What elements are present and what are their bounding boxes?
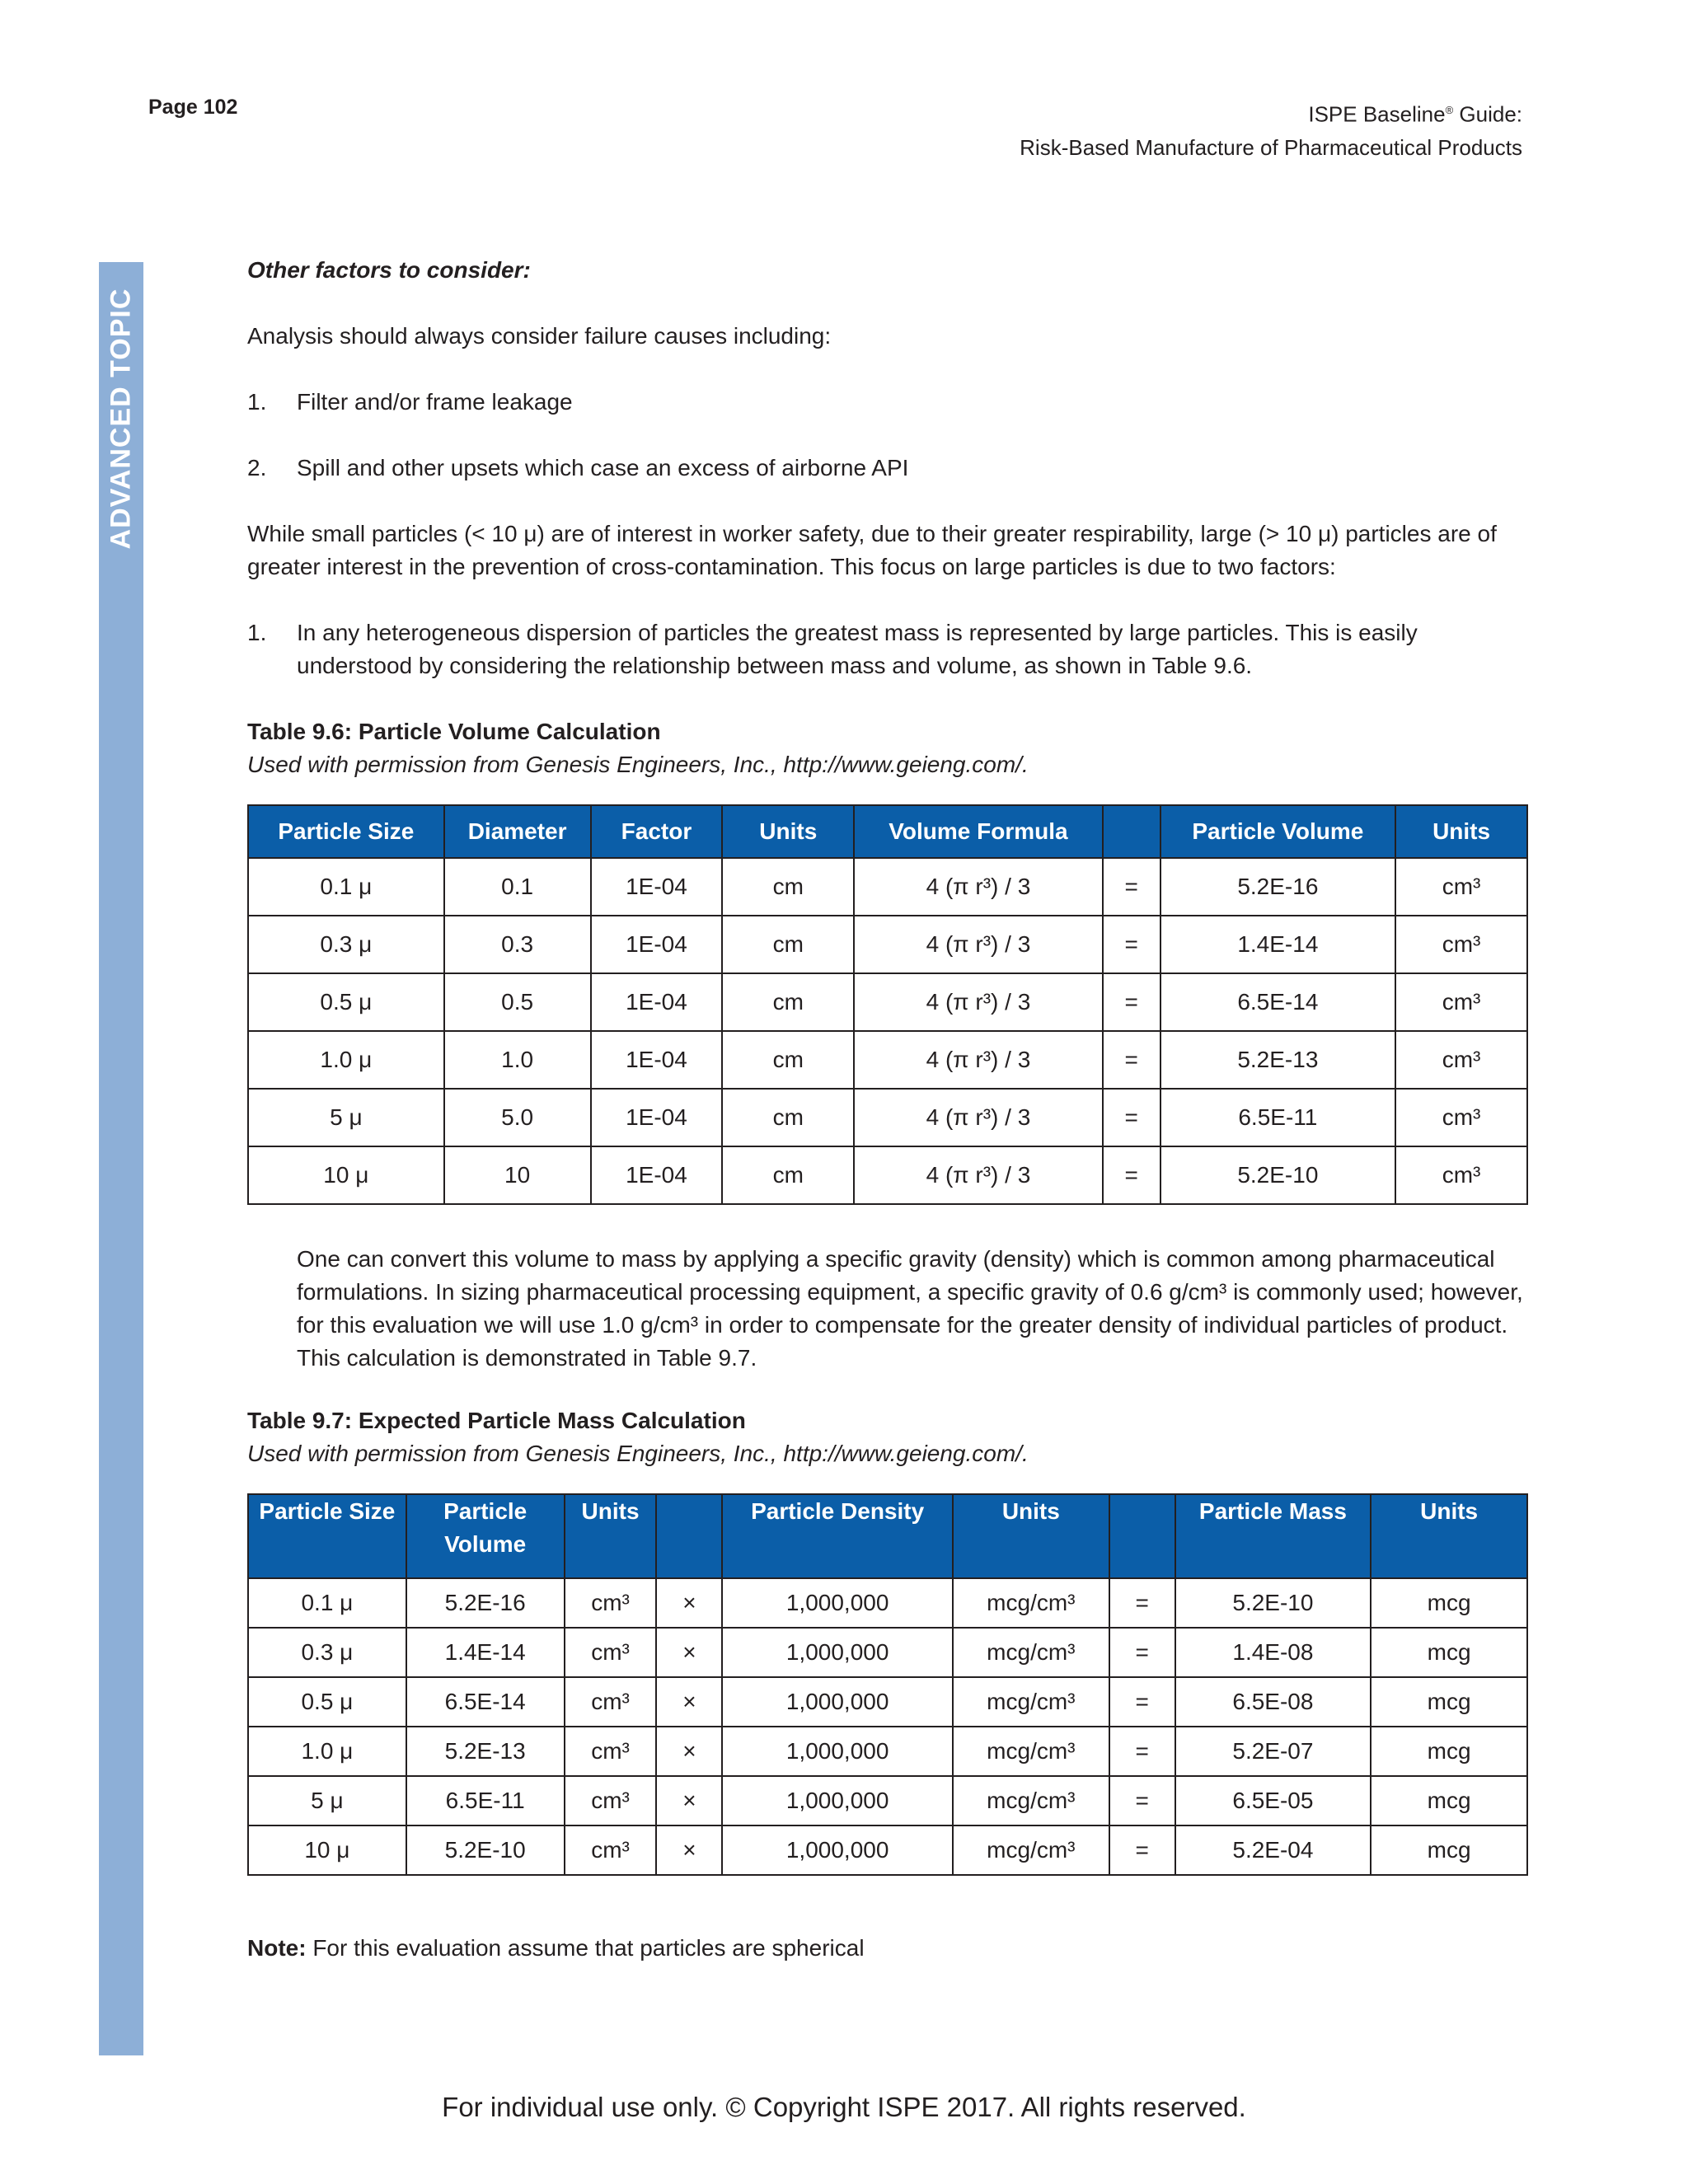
column-header: Units bbox=[1395, 805, 1527, 858]
running-header-line1 bbox=[1020, 94, 1522, 131]
table-row bbox=[248, 1825, 1527, 1875]
table-cell: 0.5 μ bbox=[248, 1677, 406, 1727]
sidebar-band bbox=[99, 262, 143, 2055]
column-header: Units bbox=[1371, 1494, 1527, 1578]
table-cell: 1.4E-14 bbox=[406, 1628, 565, 1677]
table-row bbox=[248, 1089, 1527, 1146]
particles-paragraph: While small particles (< 10 μ) are of interest in worker safety, due to their greater respirability, large (> 10 μ) particles are of greater interest in the prevention of cross-contamination. This focus on large particles is due to two factors: bbox=[247, 521, 1497, 579]
column-header: Units bbox=[953, 1494, 1109, 1578]
table-header-row bbox=[248, 805, 1527, 858]
table-cell: mcg/cm³ bbox=[953, 1628, 1109, 1677]
table-cell: 1,000,000 bbox=[722, 1825, 953, 1875]
table-cell: 1E-04 bbox=[591, 1146, 723, 1204]
column-header: Particle Volume bbox=[406, 1494, 565, 1578]
convert-paragraph: One can convert this volume to mass by applying a specific gravity (density) which is common among pharmaceutical formulations. In sizing pharmaceutical processing equipment, a specific gravity of 0.6 g/cm³ is commonly used; however, for this evaluation we will use 1.0 g/cm³ in order to compensate for the greater density of individual particles of product. This calculation is demonstrated in Table 9.7. bbox=[297, 1246, 1523, 1371]
table-cell: 6.5E-11 bbox=[406, 1776, 565, 1825]
table-cell: 5.2E-10 bbox=[406, 1825, 565, 1875]
table-cell: 1,000,000 bbox=[722, 1776, 953, 1825]
table-cell: 6.5E-05 bbox=[1175, 1776, 1372, 1825]
table-cell: cm³ bbox=[565, 1825, 657, 1875]
table-9-6-credit: Used with permission from Genesis Engineers, Inc., http://www.geieng.com/. bbox=[247, 752, 1029, 777]
column-header: Particle Density bbox=[722, 1494, 953, 1578]
table-cell: mcg bbox=[1371, 1825, 1527, 1875]
table-cell: 0.5 bbox=[444, 973, 591, 1031]
table-cell: 6.5E-08 bbox=[1175, 1677, 1372, 1727]
factors-heading: Other factors to consider: bbox=[247, 257, 531, 283]
column-header bbox=[656, 1494, 722, 1578]
guide-name: ISPE Baseline bbox=[1308, 101, 1446, 127]
table-cell: 4 (π r³) / 3 bbox=[854, 858, 1103, 916]
table-cell: 4 (π r³) / 3 bbox=[854, 1146, 1103, 1204]
table-cell: 0.1 μ bbox=[248, 858, 444, 916]
column-header: Particle Size bbox=[248, 805, 444, 858]
table-cell: × bbox=[656, 1727, 722, 1776]
table-cell: 0.3 bbox=[444, 916, 591, 973]
table-cell: 1.0 μ bbox=[248, 1727, 406, 1776]
table-cell: 5.2E-10 bbox=[1175, 1578, 1372, 1628]
table-cell: 5.2E-07 bbox=[1175, 1727, 1372, 1776]
column-header bbox=[1109, 1494, 1175, 1578]
table-cell: = bbox=[1103, 858, 1160, 916]
note-label: Note: bbox=[247, 1935, 307, 1961]
table-cell: 4 (π r³) / 3 bbox=[854, 916, 1103, 973]
table-cell: 4 (π r³) / 3 bbox=[854, 1089, 1103, 1146]
table-cell: 4 (π r³) / 3 bbox=[854, 1031, 1103, 1089]
table-cell: 10 bbox=[444, 1146, 591, 1204]
table-cell: 1,000,000 bbox=[722, 1578, 953, 1628]
table-cell: 5 μ bbox=[248, 1089, 444, 1146]
table-cell: 1,000,000 bbox=[722, 1727, 953, 1776]
table-cell: 5.2E-13 bbox=[406, 1727, 565, 1776]
column-header: Diameter bbox=[444, 805, 591, 858]
table-row bbox=[248, 1776, 1527, 1825]
table-cell: 1E-04 bbox=[591, 973, 723, 1031]
table-cell: 6.5E-14 bbox=[406, 1677, 565, 1727]
table-row bbox=[248, 1146, 1527, 1204]
table-cell: cm³ bbox=[565, 1628, 657, 1677]
table-cell: mcg bbox=[1371, 1578, 1527, 1628]
table-cell: cm³ bbox=[1395, 858, 1527, 916]
list-text: In any heterogeneous dispersion of particles the greatest mass is represented by large particles. This is easily understood by considering the relationship between mass and volume, as shown in Table 9.6. bbox=[297, 620, 1418, 678]
table-cell: cm³ bbox=[1395, 1031, 1527, 1089]
table-cell: cm³ bbox=[1395, 1146, 1527, 1204]
particle-mass-table bbox=[247, 1493, 1528, 1876]
table-cell: 5.2E-13 bbox=[1160, 1031, 1396, 1089]
table-cell: 0.1 μ bbox=[248, 1578, 406, 1628]
registered-mark: ® bbox=[1445, 104, 1454, 116]
table-row bbox=[248, 858, 1527, 916]
table-row bbox=[248, 916, 1527, 973]
running-header-line2: Risk-Based Manufacture of Pharmaceutical Products bbox=[1020, 134, 1522, 160]
page-number: Page 102 bbox=[148, 96, 238, 119]
list-number: 1. bbox=[247, 389, 267, 415]
table-row bbox=[248, 973, 1527, 1031]
table-cell: × bbox=[656, 1628, 722, 1677]
table-header-row bbox=[248, 1494, 1527, 1578]
table-cell: × bbox=[656, 1578, 722, 1628]
table-cell: = bbox=[1109, 1727, 1175, 1776]
column-header: Units bbox=[722, 805, 854, 858]
table-cell: × bbox=[656, 1677, 722, 1727]
table-cell: mcg/cm³ bbox=[953, 1727, 1109, 1776]
table-cell: 1,000,000 bbox=[722, 1628, 953, 1677]
table-cell: 10 μ bbox=[248, 1146, 444, 1204]
table-cell: cm³ bbox=[1395, 973, 1527, 1031]
column-header bbox=[1103, 805, 1160, 858]
table-9-7-credit: Used with permission from Genesis Engineers, Inc., http://www.geieng.com/. bbox=[247, 1441, 1029, 1466]
table-cell: mcg bbox=[1371, 1628, 1527, 1677]
sidebar-label-box bbox=[99, 262, 143, 575]
table-cell: 4 (π r³) / 3 bbox=[854, 973, 1103, 1031]
table-cell: cm³ bbox=[565, 1578, 657, 1628]
table-cell: = bbox=[1109, 1825, 1175, 1875]
table-cell: 1E-04 bbox=[591, 858, 723, 916]
table-cell: mcg/cm³ bbox=[953, 1677, 1109, 1727]
table-cell: = bbox=[1103, 973, 1160, 1031]
table-cell: 5.2E-16 bbox=[1160, 858, 1396, 916]
list-text: Spill and other upsets which case an excess of airborne API bbox=[297, 455, 909, 480]
table-cell: 5.2E-10 bbox=[1160, 1146, 1396, 1204]
table-cell: = bbox=[1103, 1089, 1160, 1146]
table-cell: 1,000,000 bbox=[722, 1677, 953, 1727]
table-cell: 5.2E-04 bbox=[1175, 1825, 1372, 1875]
table-cell: = bbox=[1103, 916, 1160, 973]
list-number: 2. bbox=[247, 455, 267, 480]
table-cell: cm³ bbox=[565, 1776, 657, 1825]
list-number: 1. bbox=[247, 620, 267, 645]
note-text: For this evaluation assume that particles are spherical bbox=[306, 1935, 865, 1961]
column-header: Volume Formula bbox=[854, 805, 1103, 858]
table-row bbox=[248, 1578, 1527, 1628]
copyright-footer: For individual use only. © Copyright ISPE 2017. All rights reserved. bbox=[442, 2092, 1246, 2122]
table-cell: cm bbox=[722, 916, 854, 973]
table-cell: mcg bbox=[1371, 1776, 1527, 1825]
particle-volume-table bbox=[247, 804, 1528, 1205]
table-cell: mcg/cm³ bbox=[953, 1776, 1109, 1825]
table-cell: = bbox=[1103, 1146, 1160, 1204]
table-cell: = bbox=[1103, 1031, 1160, 1089]
table-cell: 6.5E-14 bbox=[1160, 973, 1396, 1031]
table-cell: mcg bbox=[1371, 1677, 1527, 1727]
table-cell: 10 μ bbox=[248, 1825, 406, 1875]
table-9-6-title: Table 9.6: Particle Volume Calculation bbox=[247, 719, 661, 744]
table-cell: 1E-04 bbox=[591, 1031, 723, 1089]
table-cell: 1.0 bbox=[444, 1031, 591, 1089]
table-cell: cm bbox=[722, 1031, 854, 1089]
table-cell: cm bbox=[722, 1146, 854, 1204]
table-cell: 1.0 μ bbox=[248, 1031, 444, 1089]
table-row bbox=[248, 1628, 1527, 1677]
table-cell: 1.4E-08 bbox=[1175, 1628, 1372, 1677]
column-header: Particle Mass bbox=[1175, 1494, 1372, 1578]
table-cell: 5.0 bbox=[444, 1089, 591, 1146]
table-cell: cm bbox=[722, 858, 854, 916]
table-cell: × bbox=[656, 1825, 722, 1875]
column-header: Particle Size bbox=[248, 1494, 406, 1578]
table-row bbox=[248, 1727, 1527, 1776]
table-cell: cm³ bbox=[565, 1677, 657, 1727]
table-cell: 5 μ bbox=[248, 1776, 406, 1825]
table-cell: 0.5 μ bbox=[248, 973, 444, 1031]
analysis-intro: Analysis should always consider failure causes including: bbox=[247, 323, 832, 349]
column-header: Particle Volume bbox=[1160, 805, 1396, 858]
table-cell: cm³ bbox=[1395, 1089, 1527, 1146]
table-row bbox=[248, 1031, 1527, 1089]
table-cell: 0.3 μ bbox=[248, 1628, 406, 1677]
note bbox=[247, 1935, 865, 1961]
table-cell: mcg/cm³ bbox=[953, 1578, 1109, 1628]
list-text: Filter and/or frame leakage bbox=[297, 389, 573, 415]
table-cell: 0.1 bbox=[444, 858, 591, 916]
table-cell: 5.2E-16 bbox=[406, 1578, 565, 1628]
table-row bbox=[248, 1677, 1527, 1727]
table-cell: cm bbox=[722, 1089, 854, 1146]
table-cell: 1E-04 bbox=[591, 1089, 723, 1146]
table-cell: mcg bbox=[1371, 1727, 1527, 1776]
table-cell: cm bbox=[722, 973, 854, 1031]
guide-suffix: Guide: bbox=[1453, 101, 1522, 127]
table-cell: mcg/cm³ bbox=[953, 1825, 1109, 1875]
table-cell: = bbox=[1109, 1628, 1175, 1677]
column-header: Units bbox=[565, 1494, 657, 1578]
table-cell: × bbox=[656, 1776, 722, 1825]
table-9-7-title: Table 9.7: Expected Particle Mass Calculation bbox=[247, 1408, 746, 1433]
table-cell: cm³ bbox=[565, 1727, 657, 1776]
table-cell: 6.5E-11 bbox=[1160, 1089, 1396, 1146]
table-cell: 1.4E-14 bbox=[1160, 916, 1396, 973]
table-cell: cm³ bbox=[1395, 916, 1527, 973]
table-cell: 0.3 μ bbox=[248, 916, 444, 973]
table-cell: 1E-04 bbox=[591, 916, 723, 973]
column-header: Factor bbox=[591, 805, 723, 858]
running-header bbox=[1020, 94, 1522, 164]
table-cell: = bbox=[1109, 1776, 1175, 1825]
table-cell: = bbox=[1109, 1677, 1175, 1727]
table-cell: = bbox=[1109, 1578, 1175, 1628]
sidebar-label: ADVANCED TOPIC bbox=[105, 288, 137, 550]
